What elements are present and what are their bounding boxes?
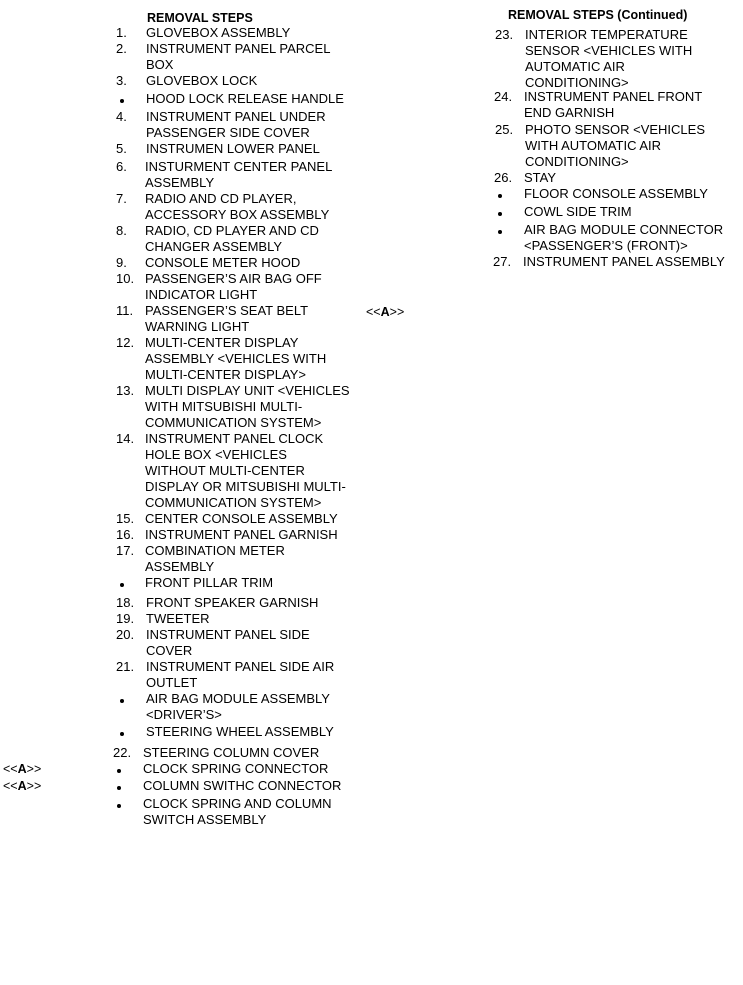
step-text: RADIO AND CD PLAYER, ACCESSORY BOX ASSEMBLY: [145, 191, 330, 222]
step-text: GLOVEBOX LOCK: [146, 73, 258, 88]
step-number: 4.: [116, 109, 127, 124]
list-item: [116, 159, 332, 191]
list-item: [116, 73, 257, 89]
list-item: [116, 271, 322, 303]
list-item: [116, 511, 338, 527]
list-item: [494, 204, 632, 220]
step-number: 14.: [116, 431, 135, 446]
step-text: INTERIOR TEMPERATURE SENSOR <VEHICLES WITH AUTOMATIC AIR CONDITIONING>: [525, 27, 693, 90]
step-text: PASSENGER’S SEAT BELT WARNING LIGHT: [145, 303, 309, 334]
list-item: [116, 543, 285, 575]
list-item: [116, 659, 334, 691]
step-text: INSTRUMENT PANEL ASSEMBLY: [523, 254, 725, 269]
list-item: [116, 611, 210, 627]
step-number: 24.: [494, 89, 513, 104]
step-number: 25.: [495, 122, 514, 137]
step-text: RADIO, CD PLAYER AND CD CHANGER ASSEMBLY: [145, 223, 319, 254]
list-item: [495, 27, 692, 91]
list-item: [116, 431, 346, 511]
list-item: [116, 724, 334, 740]
list-item: [113, 778, 341, 794]
step-number: 5.: [116, 141, 127, 156]
step-text: INSTRUMENT PANEL SIDE COVER: [146, 627, 310, 658]
step-text: CENTER CONSOLE ASSEMBLY: [145, 511, 338, 526]
step-number: 7.: [116, 191, 127, 206]
bullet-icon: [494, 204, 524, 220]
bullet-icon: [494, 186, 524, 202]
step-number: 13.: [116, 383, 135, 398]
step-number: 8.: [116, 223, 127, 238]
list-item: [113, 761, 328, 777]
step-text: INSTRUMENT PANEL CLOCK HOLE BOX <VEHICLES WITHOUT MULTI-CENTER DISPLAY OR MITSUBISHI MULTI- COMMUNICATION SYSTEM>: [145, 431, 346, 510]
list-item: [494, 222, 723, 254]
step-text: INSTRUMENT PANEL SIDE AIR OUTLET: [146, 659, 335, 690]
bullet-icon: [116, 724, 146, 740]
note-a-marker: <<A>>: [366, 305, 405, 319]
note-a-marker: <<A>>: [3, 762, 42, 776]
list-item: [116, 191, 329, 223]
step-number: 21.: [116, 659, 135, 674]
bullet-icon: [113, 761, 143, 777]
bullet-icon: [116, 91, 146, 107]
removal-steps-heading: REMOVAL STEPS: [147, 11, 253, 25]
step-text: COWL SIDE TRIM: [524, 204, 632, 219]
step-number: 20.: [116, 627, 135, 642]
step-text: INSTRUMENT PANEL PARCEL BOX: [146, 41, 331, 72]
note-a-marker: <<A>>: [3, 779, 42, 793]
list-item: [116, 109, 326, 141]
list-item: [493, 254, 725, 270]
list-item: [116, 141, 320, 157]
step-text: STAY: [524, 170, 557, 185]
step-text: PASSENGER’S AIR BAG OFF INDICATOR LIGHT: [145, 271, 322, 302]
step-text: CLOCK SPRING AND COLUMN SWITCH ASSEMBLY: [143, 796, 332, 827]
list-item: [116, 383, 350, 431]
list-item: [116, 527, 338, 543]
list-item: [116, 627, 310, 659]
step-text: FLOOR CONSOLE ASSEMBLY: [524, 186, 708, 201]
removal-steps-continued-heading: REMOVAL STEPS (Continued): [508, 8, 688, 22]
step-number: 12.: [116, 335, 135, 350]
list-item: [116, 41, 330, 73]
list-item: [113, 745, 319, 761]
step-number: 9.: [116, 255, 127, 270]
list-item: [116, 255, 300, 271]
list-item: [116, 223, 319, 255]
step-text: INSTURMENT CENTER PANEL ASSEMBLY: [145, 159, 333, 190]
list-item: [116, 691, 330, 723]
step-text: INSTRUMENT PANEL UNDER PASSENGER SIDE COVER: [146, 109, 326, 140]
step-text: TWEETER: [146, 611, 210, 626]
step-text: STEERING WHEEL ASSEMBLY: [146, 724, 334, 739]
bullet-icon: [113, 796, 143, 812]
step-number: 17.: [116, 543, 135, 558]
step-text: INSTRUMENT PANEL FRONT END GARNISH: [524, 89, 703, 120]
step-number: 27.: [493, 254, 512, 269]
step-text: PHOTO SENSOR <VEHICLES WITH AUTOMATIC AIR CONDITIONING>: [525, 122, 706, 169]
step-number: 11.: [116, 303, 134, 318]
list-item: [116, 595, 318, 611]
list-item: [116, 575, 273, 591]
bullet-icon: [113, 778, 143, 794]
list-item: [494, 89, 702, 121]
step-number: 10.: [116, 271, 135, 286]
step-number: 2.: [116, 41, 127, 56]
step-text: MULTI-CENTER DISPLAY ASSEMBLY <VEHICLES WITH MULTI-CENTER DISPLAY>: [145, 335, 327, 382]
step-text: GLOVEBOX ASSEMBLY: [146, 25, 291, 40]
step-number: 23.: [495, 27, 514, 42]
step-number: 1.: [116, 25, 127, 40]
list-item: [494, 186, 708, 202]
step-number: 6.: [116, 159, 127, 174]
list-item: [113, 796, 332, 828]
step-text: INSTRUMENT PANEL GARNISH: [145, 527, 338, 542]
list-item: [494, 170, 556, 186]
bullet-icon: [116, 575, 145, 591]
step-text: AIR BAG MODULE CONNECTOR <PASSENGER’S (FRONT)>: [524, 222, 724, 253]
step-text: INSTRUMEN LOWER PANEL: [146, 141, 320, 156]
list-item: [116, 25, 290, 41]
list-item: [116, 303, 308, 335]
step-number: 19.: [116, 611, 135, 626]
step-text: CONSOLE METER HOOD: [145, 255, 301, 270]
step-text: MULTI DISPLAY UNIT <VEHICLES WITH MITSUBISHI MULTI- COMMUNICATION SYSTEM>: [145, 383, 350, 430]
step-text: HOOD LOCK RELEASE HANDLE: [146, 91, 344, 106]
list-item: [116, 335, 326, 383]
step-number: 18.: [116, 595, 135, 610]
step-number: 16.: [116, 527, 135, 542]
step-text: AIR BAG MODULE ASSEMBLY <DRIVER’S>: [146, 691, 330, 722]
step-text: FRONT PILLAR TRIM: [145, 575, 274, 590]
step-text: FRONT SPEAKER GARNISH: [146, 595, 319, 610]
bullet-icon: [116, 691, 146, 707]
step-text: COMBINATION METER ASSEMBLY: [145, 543, 285, 574]
step-number: 3.: [116, 73, 127, 88]
list-item: [495, 122, 705, 170]
step-number: 15.: [116, 511, 135, 526]
step-number: 26.: [494, 170, 513, 185]
step-number: 22.: [113, 745, 132, 760]
bullet-icon: [494, 222, 524, 238]
step-text: CLOCK SPRING CONNECTOR: [143, 761, 329, 776]
step-text: STEERING COLUMN COVER: [143, 745, 320, 760]
list-item: [116, 91, 344, 107]
step-text: COLUMN SWITHC CONNECTOR: [143, 778, 342, 793]
